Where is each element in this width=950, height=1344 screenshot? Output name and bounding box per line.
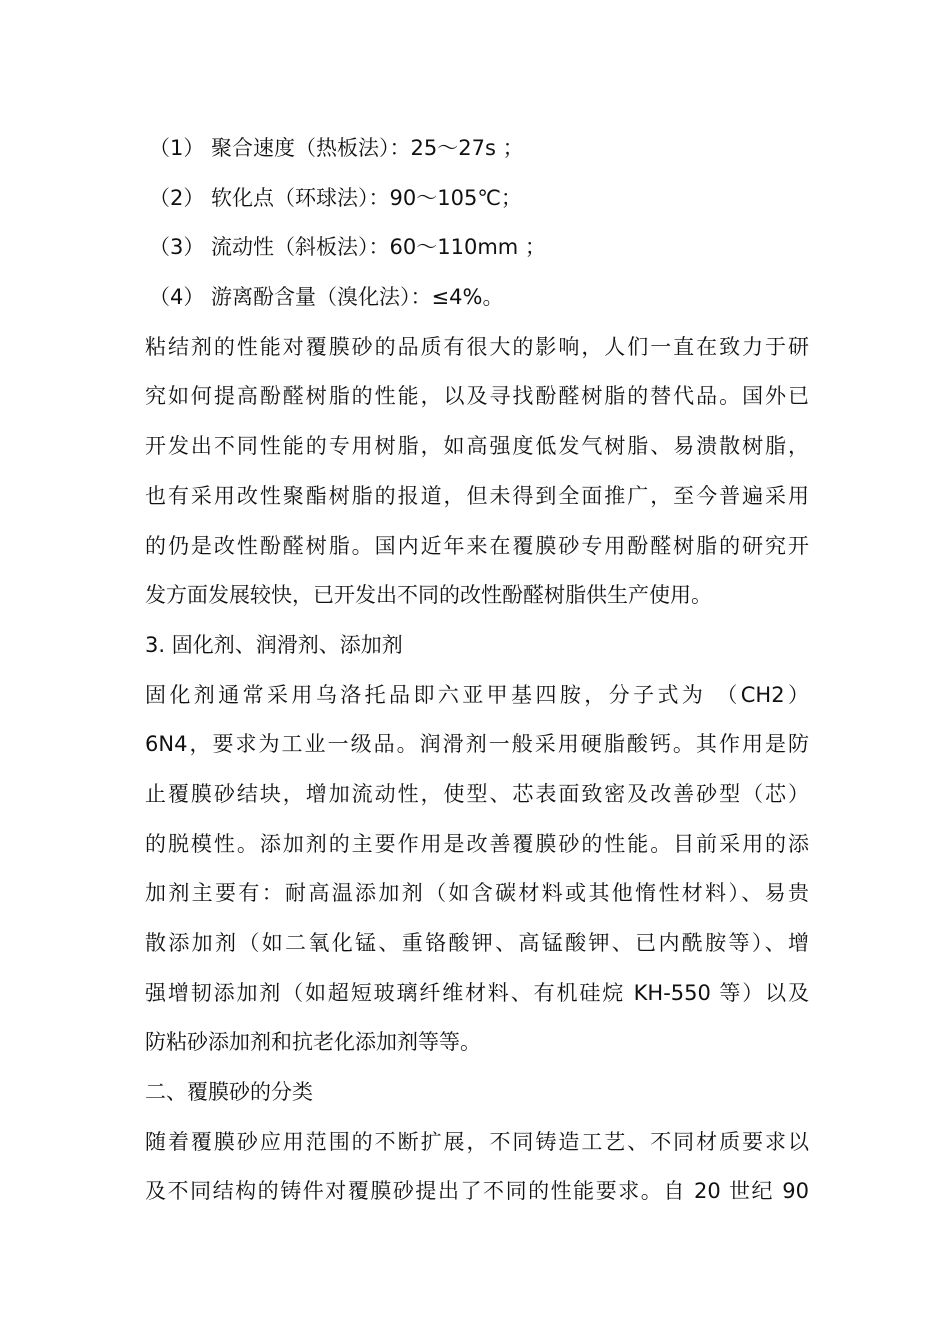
list-item-free-phenol: （4） 游离酚含量（溴化法）：≤4%。 [149,285,504,310]
paragraph-binder-line-5: 的仍是改性酚醛树脂。国内近年来在覆膜砂专用酚醛树脂的研究开 [145,533,809,558]
paragraph-classification-line-1: 随着覆膜砂应用范围的不断扩展，不同铸造工艺、不同材质要求以 [145,1129,809,1154]
paragraph-curing-line-4: 的脱模性。添加剂的主要作用是改善覆膜砂的性能。目前采用的添 [145,831,809,856]
list-item-polymerization-speed: （1） 聚合速度（热板法）：25～27s ； [149,136,524,160]
section-heading-classification: 二、覆膜砂的分类 [145,1080,313,1105]
paragraph-curing-line-6: 散添加剂（如二氧化锰、重铬酸钾、高锰酸钾、已内酰胺等）、增 [145,931,809,955]
list-item-softening-point: （2） 软化点（环球法）：90～105℃； [149,185,522,210]
paragraph-binder-line-2: 究如何提高酚醛树脂的性能，以及寻找酚醛树脂的替代品。国外已 [145,384,809,409]
paragraph-curing-line-5: 加剂主要有：耐高温添加剂（如含碳材料或其他惰性材料）、易贵 [145,881,809,906]
paragraph-curing-line-7: 强增韧添加剂（如超短玻璃纤维材料、有机硅烷 KH-550 等）以及 [145,980,809,1005]
paragraph-curing-line-8: 防粘砂添加剂和抗老化添加剂等等。 [145,1030,481,1055]
paragraph-curing-line-2: 6N4，要求为工业一级品。润滑剂一般采用硬脂酸钙。其作用是防 [145,732,809,757]
paragraph-binder-line-6: 发方面发展较快，已开发出不同的改性酚醛树脂供生产使用。 [145,583,712,608]
document-body [145,124,809,1217]
paragraph-binder-line-4: 也有采用改性聚酯树脂的报道，但未得到全面推广，至今普遍采用 [145,483,809,508]
paragraph-binder-line-3: 开发出不同性能的专用树脂，如高强度低发气树脂、易溃散树脂， [145,434,809,459]
paragraph-curing-line-1: 固化剂通常采用乌洛托品即六亚甲基四胺，分子式为 （CH2） [145,682,809,707]
paragraph-binder-line-1: 粘结剂的性能对覆膜砂的品质有很大的影响，人们一直在致力于研 [145,334,809,359]
paragraph-classification-line-2: 及不同结构的铸件对覆膜砂提出了不同的性能要求。自 20 世纪 90 [145,1179,809,1204]
list-item-fluidity: （3） 流动性（斜板法）：60～110mm ； [149,235,546,260]
paragraph-curing-line-3: 止覆膜砂结块，增加流动性，使型、芯表面致密及改善砂型（芯） [145,781,809,806]
section-heading-curing-agents: 3. 固化剂、润滑剂、添加剂 [145,632,403,657]
